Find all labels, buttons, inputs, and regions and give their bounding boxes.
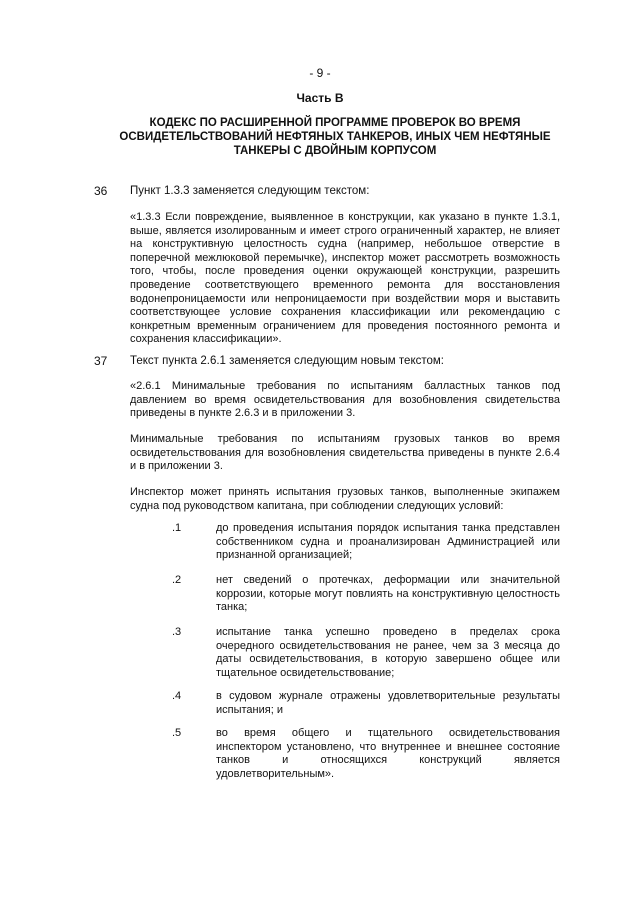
paragraph: Инспектор может принять испытания грузовых танков, выполненные экипажем судна под руководством капитана, при соблюдении следующих условий: [130, 486, 560, 512]
condition-text: в судовом журнале отражены удовлетворительные результаты испытания; и [216, 690, 560, 716]
quoted-paragraph: «1.3.3 Если повреждение, выявленное в конструкции, как указано в пункте 1.3.1, выше, является изолированным и имеет строго ограниченный характер, не влияет на конструктивную целостность судна (например, небольшое отверстие в поперечной межлюковой перемычке), инспектор может рассмотреть возможность того, чтобы, после проведения оценки окружающей конструкции, разрешить проведение соответствующего временного ремонта для восстановления водонепроницаемости или непроницаемости при воздействии моря и выставить соответствующее условие сохранения классификации или рекомендацию с конкретным временным ограничением для проведения постоянного ремонта и сохранения классификации». [130, 211, 560, 346]
paragraph: «2.6.1 Минимальные требования по испытаниям балластных танков под давлением во время освидетельствования для возобновления свидетельства приведены в пункте 2.6.3 и в приложении 3. [130, 380, 560, 420]
condition-number: .1 [172, 522, 182, 534]
condition-text: испытание танка успешно проведено в пределах срока очередного освидетельствования не ранее, чем за 3 месяца до даты освидетельствования, в которую завершено общее или тщательное освидетельствование; [216, 626, 560, 679]
part-title: Часть В [296, 91, 344, 105]
code-title: КОДЕКС ПО РАСШИРЕННОЙ ПРОГРАММЕ ПРОВЕРОК ВО ВРЕМЯ ОСВИДЕТЕЛЬСТВОВАНИЙ НЕФТЯНЫХ ТАНКЕРОВ, ИНЫХ ЧЕМ НЕФТЯНЫЕ ТАНКЕРЫ С ДВОЙНЫМ КОРПУСОМ [119, 117, 551, 157]
item-intro: Пункт 1.3.3 заменяется следующим текстом: [130, 185, 370, 197]
condition-text: до проведения испытания порядок испытания танка представлен собственником судна и проанализирован Администрацией или признанной организацией; [216, 522, 560, 562]
condition-number: .4 [172, 690, 182, 702]
item-intro: Текст пункта 2.6.1 заменяется следующим новым текстом: [130, 355, 444, 367]
item-number: 37 [94, 354, 108, 368]
condition-number: .2 [172, 574, 182, 586]
page-number: - 9 - [309, 66, 331, 80]
condition-text: во время общего и тщательного освидетельствования инспектором установлено, что внутреннее и внешнее состояние танков и относящихся конструкций является удовлетворительным». [216, 727, 560, 780]
paragraph: Минимальные требования по испытаниям грузовых танков во время освидетельствования для возобновления свидетельства приведены в пункте 2.6.4 и в приложении 3. [130, 433, 560, 473]
condition-number: .5 [172, 727, 182, 739]
item-number: 36 [94, 184, 108, 198]
condition-number: .3 [172, 626, 182, 638]
condition-text: нет сведений о протечках, деформации или значительной коррозии, которые могут повлиять на конструктивную целостность танка; [216, 574, 560, 614]
